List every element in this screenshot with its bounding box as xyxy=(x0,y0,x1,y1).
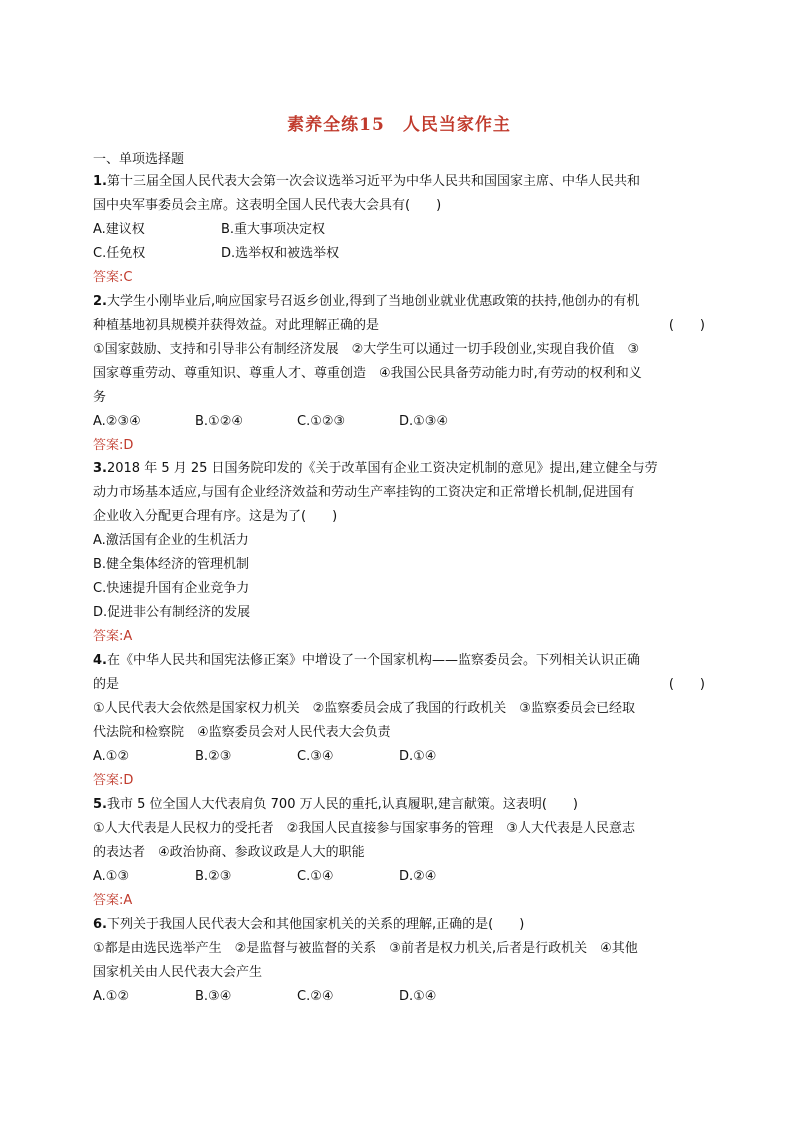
question-3 xyxy=(93,457,705,649)
option-a[interactable]: A.①② xyxy=(93,989,130,1004)
question-number: 4. xyxy=(93,653,107,668)
question-stem-line: 国中央军事委员会主席。这表明全国人民代表大会具有( ) xyxy=(93,198,442,213)
section-heading: 一、单项选择题 xyxy=(93,152,185,167)
options xyxy=(93,985,705,1009)
question-number: 2. xyxy=(93,294,107,309)
question-stem: 6.下列关于我国人民代表大会和其他国家机关的关系的理解,正确的是( ) xyxy=(93,917,525,932)
question-stem: 5.我市 5 位全国人大代表肩负 700 万人民的重托,认真履职,建言献策。这表明( ) xyxy=(93,797,579,812)
question-stem: 1.第十三届全国人民代表大会第一次会议选举习近平为中华人民共和国国家主席、中华人民共和 xyxy=(93,174,640,189)
answer-label: 答案:A xyxy=(93,893,133,908)
option-c[interactable]: C.②④ xyxy=(297,989,334,1004)
statement-line: 代法院和检察院 ④监察委员会对人民代表大会负责 xyxy=(93,725,391,740)
option-b[interactable]: B.重大事项决定权 xyxy=(221,222,326,237)
options xyxy=(93,745,705,769)
statement-line: 务 xyxy=(93,390,107,405)
question-number: 6. xyxy=(93,917,107,932)
options xyxy=(93,218,705,242)
statement-line: ①人民代表大会依然是国家权力机关 ②监察委员会成了我国的行政机关 ③监察委员会已经取 xyxy=(93,701,635,716)
option-a[interactable]: A.①② xyxy=(93,749,130,764)
option-b[interactable]: B.①②④ xyxy=(195,414,244,429)
option-d[interactable]: D.②④ xyxy=(399,869,437,884)
answer-label: 答案:C xyxy=(93,270,133,285)
option-d[interactable]: D.①④ xyxy=(399,989,437,1004)
answer-label: 答案:D xyxy=(93,773,134,788)
option-d[interactable]: D.选举权和被选举权 xyxy=(221,246,340,261)
page-title: 素养全练15 人民当家作主 xyxy=(287,115,511,135)
option-d[interactable]: D.促进非公有制经济的发展 xyxy=(93,605,251,620)
option-c[interactable]: C.任免权 xyxy=(93,246,146,261)
question-stem: 3.2018 年 5 月 25 日国务院印发的《关于改革国有企业工资决定机制的意见》提出,建立健全与劳 xyxy=(93,461,658,476)
question-1 xyxy=(93,170,705,290)
question-5 xyxy=(93,793,705,913)
option-c[interactable]: C.③④ xyxy=(297,749,334,764)
question-stem-line: 种植基地初具规模并获得效益。对此理解正确的是 ( ) xyxy=(93,314,705,338)
question-stem-line: 企业收入分配更合理有序。这是为了( ) xyxy=(93,509,338,524)
answer-label: 答案:D xyxy=(93,438,134,453)
statement-line: 国家尊重劳动、尊重知识、尊重人才、尊重创造 ④我国公民具备劳动能力时,有劳动的权利和义 xyxy=(93,366,642,381)
statement-line: ①人大代表是人民权力的受托者 ②我国人民直接参与国家事务的管理 ③人大代表是人民意志 xyxy=(93,821,635,836)
options xyxy=(93,410,705,434)
statement-line: ①都是由选民选举产生 ②是监督与被监督的关系 ③前者是权力机关,后者是行政机关 ④其他 xyxy=(93,941,638,956)
option-b[interactable]: B.②③ xyxy=(195,869,232,884)
option-d[interactable]: D.①④ xyxy=(399,749,437,764)
question-stem: 2.大学生小刚毕业后,响应国家号召返乡创业,得到了当地创业就业优惠政策的扶持,他创办的有机 xyxy=(93,294,640,309)
answer-blank: ( ) xyxy=(668,318,705,333)
option-b[interactable]: B.③④ xyxy=(195,989,232,1004)
question-stem-line: 动力市场基本适应,与国有企业经济效益和劳动生产率挂钩的工资决定和正常增长机制,促进国有 xyxy=(93,485,635,500)
question-number: 1. xyxy=(93,174,107,189)
option-a[interactable]: A.建议权 xyxy=(93,222,145,237)
question-number: 5. xyxy=(93,797,107,812)
option-a[interactable]: A.①③ xyxy=(93,869,130,884)
question-stem: 4.在《中华人民共和国宪法修正案》中增设了一个国家机构——监察委员会。下列相关认识正确 xyxy=(93,653,640,668)
option-c[interactable]: C.快速提升国有企业竞争力 xyxy=(93,581,250,596)
question-6 xyxy=(93,913,705,1009)
question-4 xyxy=(93,649,705,793)
question-stem-line: 的是 ( ) xyxy=(93,673,705,697)
option-c[interactable]: C.①②③ xyxy=(297,414,346,429)
question-2 xyxy=(93,290,705,458)
option-a[interactable]: A.②③④ xyxy=(93,414,141,429)
statement-line: ①国家鼓励、支持和引导非公有制经济发展 ②大学生可以通过一切手段创业,实现自我价值 ③ xyxy=(93,342,640,357)
option-c[interactable]: C.①④ xyxy=(297,869,334,884)
option-b[interactable]: B.②③ xyxy=(195,749,232,764)
options xyxy=(93,242,705,266)
answer-label: 答案:A xyxy=(93,629,133,644)
answer-blank: ( ) xyxy=(668,677,705,692)
options xyxy=(93,865,705,889)
option-b[interactable]: B.健全集体经济的管理机制 xyxy=(93,557,250,572)
option-d[interactable]: D.①③④ xyxy=(399,414,449,429)
question-number: 3. xyxy=(93,461,107,476)
statement-line: 的表达者 ④政治协商、参政议政是人大的职能 xyxy=(93,845,365,860)
option-a[interactable]: A.激活国有企业的生机活力 xyxy=(93,533,249,548)
statement-line: 国家机关由人民代表大会产生 xyxy=(93,965,263,980)
